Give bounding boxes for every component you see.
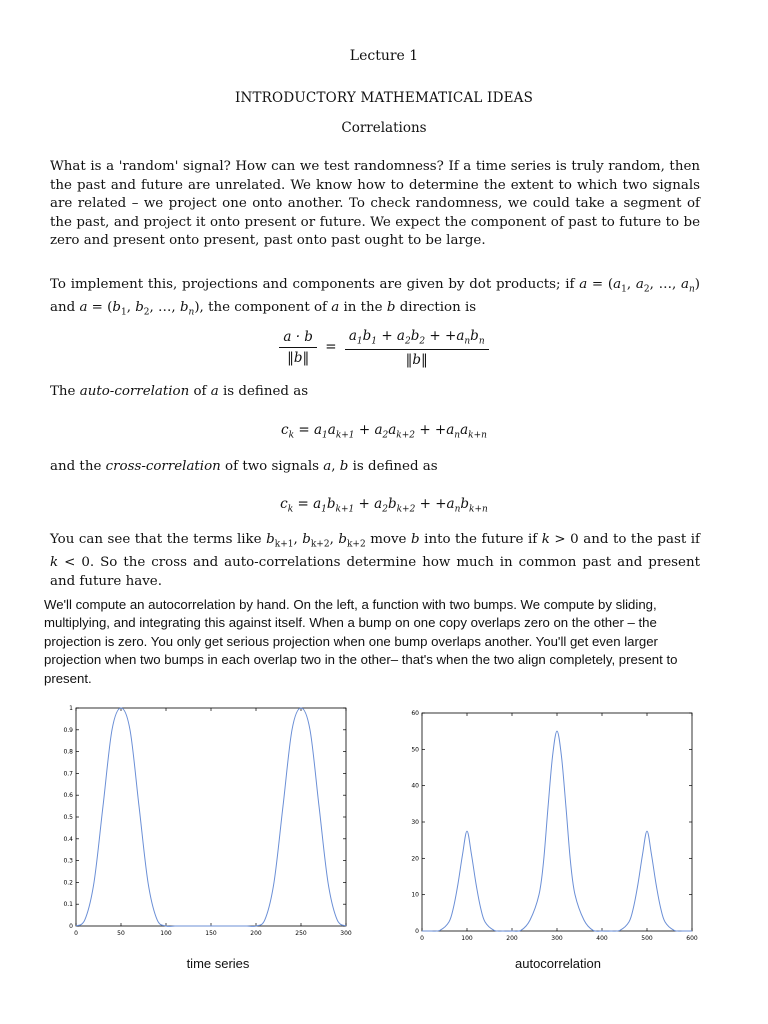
x-tick-label: 150 bbox=[205, 930, 217, 937]
x-tick-label: 300 bbox=[340, 930, 352, 937]
y-tick-label: 60 bbox=[411, 710, 419, 717]
y-tick-label: 0.3 bbox=[63, 857, 73, 865]
paragraph-autocorrelation-by-hand: We'll compute an autocorrelation by hand. On the left, a function with two bumps. We compute by sliding, multiplying, and integrating this against itself. When a bump on one copy overlaps zero on the other – the projection is zero. You only get serious projection when one bump overlaps another. You'll get even larger projection when two bumps in each overlap two in the other– that's when the two align completely, present to present. bbox=[44, 597, 678, 686]
plot-frame bbox=[422, 713, 692, 931]
section-title: Correlations bbox=[341, 120, 427, 136]
y-tick-label: 50 bbox=[411, 746, 419, 754]
time-series-chart bbox=[58, 700, 358, 945]
time-series-caption: time series bbox=[186, 956, 250, 971]
paragraph-randomness: What is a 'random' signal? How can we test randomness? If a time series is truly random, then the past and future are unrelated. We know how to determine the extent to which two signals are related – we project one onto another. To check randomness, we could take a segment of the past, and project it onto present or future. We expect the component of past to future to be zero and present onto present, past onto past ought to be large. bbox=[50, 159, 700, 249]
series-line bbox=[76, 708, 346, 926]
paragraph-dot-products: To implement this, projections and components are given by dot products; if $a = (a_1$, $a_2$, …, $a_n$) and $a = (b_1$, $b_2$, …, $b_n$), the component of a in the b direction is bbox=[50, 277, 700, 318]
y-tick-label: 30 bbox=[411, 819, 419, 826]
y-tick-label: 0 bbox=[69, 923, 73, 930]
x-tick-label: 0 bbox=[74, 930, 78, 937]
x-tick-label: 250 bbox=[295, 930, 307, 937]
y-tick-label: 0.1 bbox=[63, 901, 73, 909]
y-tick-label: 0.4 bbox=[63, 835, 73, 843]
y-tick-label: 1 bbox=[69, 705, 73, 712]
paragraph-cross-correlation: and the cross-correlation of two signals a, b is defined as bbox=[50, 459, 438, 474]
x-tick-label: 0 bbox=[420, 935, 424, 942]
y-tick-label: 0.2 bbox=[63, 879, 73, 887]
plot-frame bbox=[76, 708, 346, 926]
x-tick-label: 100 bbox=[461, 935, 473, 942]
y-tick-label: 0.9 bbox=[63, 726, 73, 734]
y-tick-label: 0.6 bbox=[63, 792, 73, 800]
x-tick-label: 50 bbox=[117, 930, 125, 937]
cross-correlation-equation: $c_k = a_1b_{k+1} + a_2b_{k+2} + +a_nb_{k+n}$ bbox=[280, 496, 488, 515]
y-tick-label: 0 bbox=[415, 928, 419, 935]
x-tick-label: 200 bbox=[250, 930, 262, 937]
y-tick-label: 0.7 bbox=[63, 770, 73, 778]
x-tick-label: 400 bbox=[596, 935, 608, 942]
lecture-label: Lecture 1 bbox=[349, 48, 419, 64]
x-tick-label: 100 bbox=[160, 930, 172, 937]
document-title: INTRODUCTORY MATHEMATICAL IDEAS bbox=[234, 90, 534, 106]
x-tick-label: 200 bbox=[506, 935, 518, 942]
y-tick-label: 10 bbox=[411, 891, 419, 899]
paragraph-past-future: You can see that the terms like $b_{k+1}$, $b_{k+2}$, $b_{k+2}$ move b into the future if k > 0 and to the past if k < 0. So the cross and auto-correlations determine how much in common past and present and future have. bbox=[50, 532, 700, 589]
auto-correlation-equation: $c_k = a_1a_{k+1} + a_2a_{k+2} + +a_na_{k+n}$ bbox=[281, 422, 487, 441]
y-tick-label: 0.5 bbox=[63, 814, 73, 821]
x-tick-label: 600 bbox=[686, 935, 698, 942]
x-tick-label: 300 bbox=[551, 935, 563, 942]
autocorrelation-chart bbox=[398, 705, 698, 945]
y-tick-label: 20 bbox=[411, 855, 419, 863]
y-tick-label: 0.8 bbox=[63, 748, 73, 756]
x-tick-label: 500 bbox=[641, 935, 653, 942]
y-tick-label: 40 bbox=[411, 782, 419, 790]
component-equation: $\frac{a \cdot b}{‖b‖}$ = $\frac{a_1b_1 + a_2b_2 + +a_nb_n}{‖b‖}$ bbox=[0, 328, 768, 368]
paragraph-auto-correlation: The auto-correlation of a is defined as bbox=[50, 384, 309, 399]
autocorrelation-caption: autocorrelation bbox=[515, 956, 601, 971]
series-line bbox=[422, 731, 692, 931]
